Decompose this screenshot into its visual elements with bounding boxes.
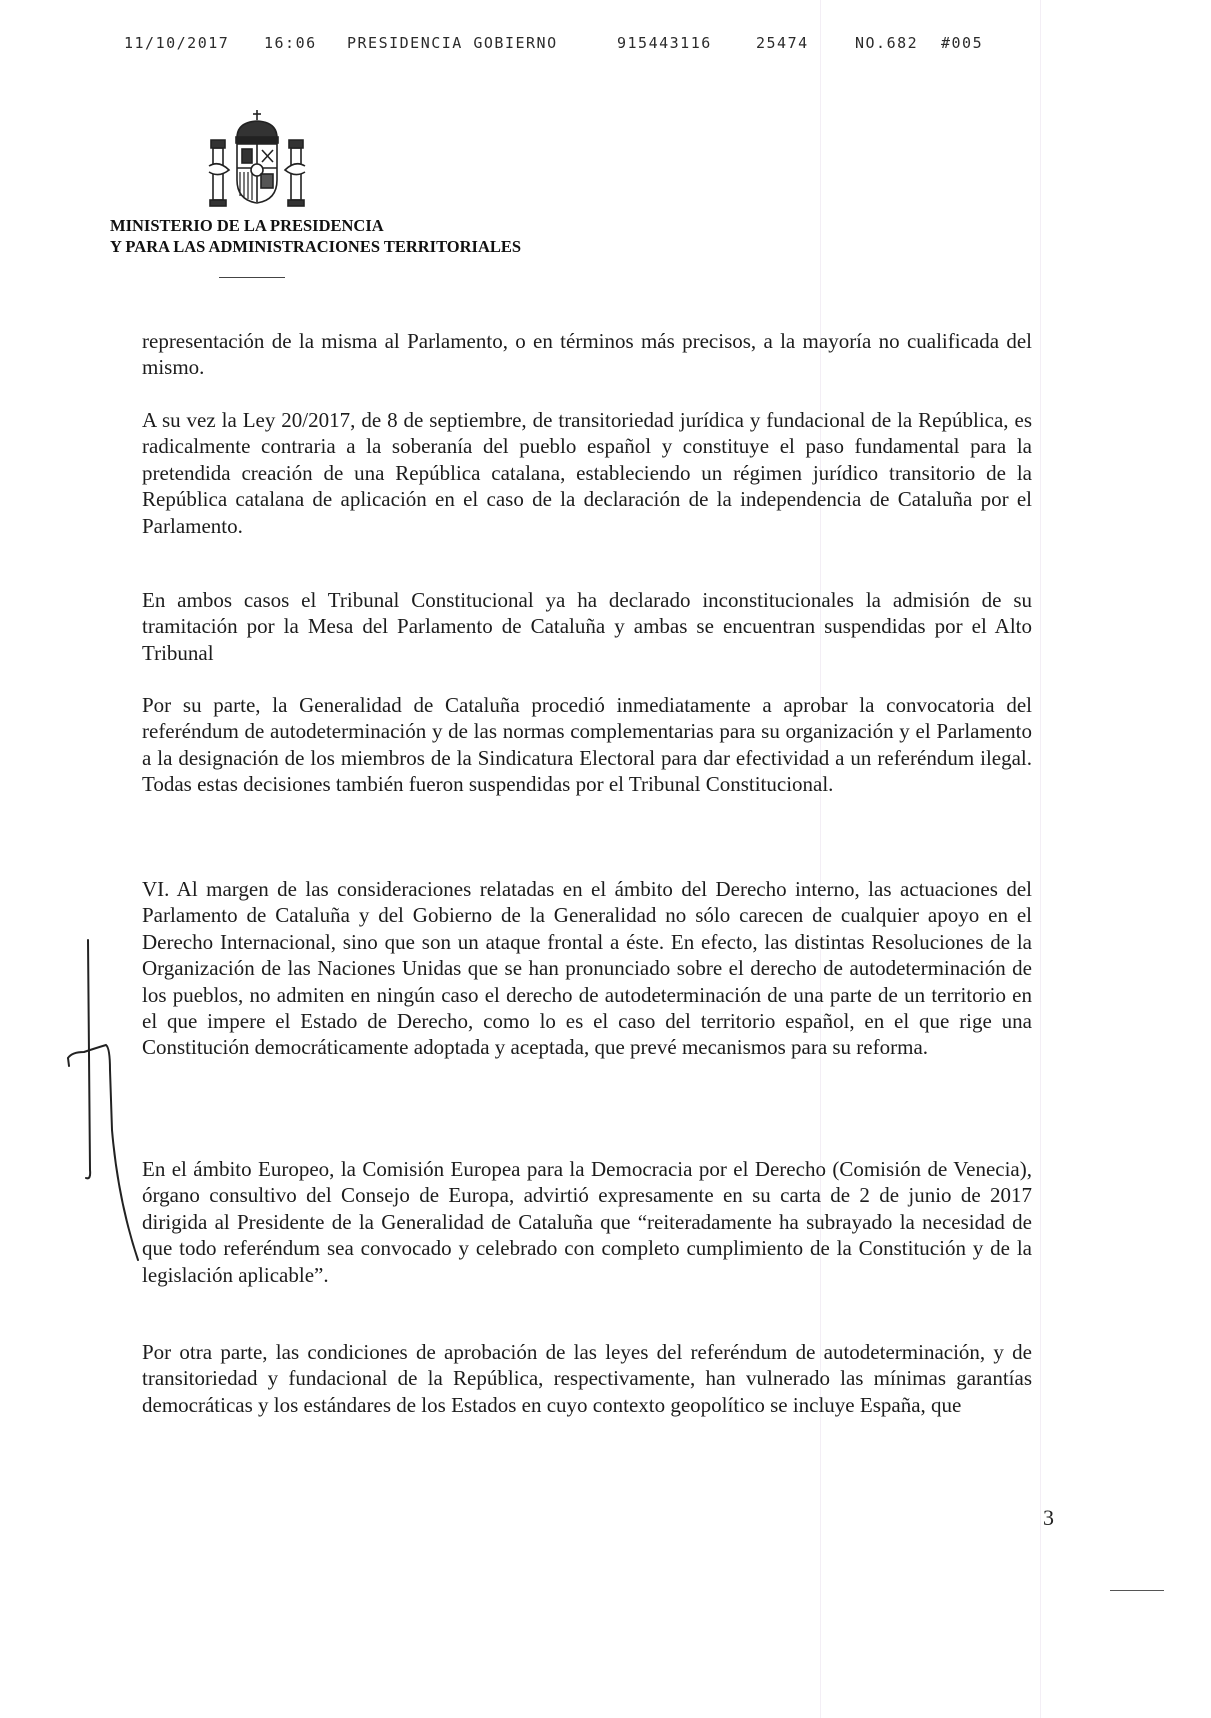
letterhead-divider [219, 277, 285, 278]
paragraph-generalidad: Por su parte, la Generalidad de Cataluña procedió inmediatamente a aprobar la convocatoria del referéndum de autodeterminación y de las normas complementarias para su organización y el Parlamento a la designación de los miembros de la Sindicatura Electoral para dar efectividad a un referéndum ilegal. Todas estas decisiones también fueron suspendidas por el Tribunal Constitucional. [142, 693, 1032, 797]
paragraph [142, 1156, 1032, 1288]
paragraph [142, 407, 1032, 539]
fax-page: #005 [941, 34, 984, 52]
handwritten-bracket-mark-icon [60, 930, 170, 1270]
paragraph-condiciones-aprobacion: Por otra parte, las condiciones de aprobación de las leyes del referéndum de autodeterminación, y de transitoriedad y fundacional de la República, respectivamente, han vulnerado las mínimas garantías democráticas y los estándares de los Estados en cuyo contexto geopolítico se incluye España, que [142, 1340, 1032, 1417]
paragraph [142, 1339, 1032, 1418]
fax-date: 11/10/2017 [124, 34, 230, 52]
paragraph-section-vi: VI. Al margen de las consideraciones relatadas en el ámbito del Derecho interno, las actuaciones del Parlamento de Cataluña y del Gobierno de la Generalidad no sólo carecen de cualquier apoyo en el Derecho Internacional, sino que son un ataque frontal a éste. En efecto, las distintas Resoluciones de la Organización de las Naciones Unidas que se han pronunciado sobre el derecho de autodeterminación de los pueblos, no admiten en ningún caso el derecho de autodeterminación de una parte de un territorio en el que impere el Estado de Derecho, como lo es el caso del territorio español, en el que rige una Constitución democráticamente adoptada y aceptada, que prevé mecanismos para su reforma. [142, 877, 1032, 1060]
paragraph [142, 876, 1032, 1061]
paragraph-ley-20-2017: A su vez la Ley 20/2017, de 8 de septiembre, de transitoriedad jurídica y fundacional de la República, es radicalmente contraria a la soberanía del pueblo español y constituye el paso fundamental para la pretendida creación de una República catalana, estableciendo un régimen jurídico transitorio de la República catalana de aplicación en el caso de la declaración de la independencia de Cataluña por el Parlamento. [142, 408, 1032, 538]
paragraph [142, 692, 1032, 798]
page-number: 3 [1043, 1505, 1054, 1530]
spanish-coat-of-arms-icon [207, 108, 307, 210]
scan-artifact-line [820, 0, 821, 1718]
ministry-line-1: MINISTERIO DE LA PRESIDENCIA [110, 216, 384, 235]
fax-time: 16:06 [264, 34, 317, 52]
fax-phone: 915443116 [617, 34, 712, 52]
ministry-line-2: Y PARA LAS ADMINISTRACIONES TERRITORIALES [110, 237, 522, 256]
paragraph-comision-venecia: En el ámbito Europeo, la Comisión Europea para la Democracia por el Derecho (Comisión de Venecia), órgano consultivo del Consejo de Europa, advirtió expresamente en su carta de 2 de junio de 2017 dirigida al Presidente de la Generalidad de Cataluña que “reiteradamente ha subrayado la necesidad de que todo referéndum sea convocado y celebrado con completo cumplimiento de la Constitución y de la legislación aplicable”. [142, 1157, 1032, 1287]
ministry-name [110, 215, 521, 257]
fax-number: NO.682 [855, 34, 919, 52]
fax-transmission-header [0, 34, 1211, 58]
scan-artifact-line [1040, 0, 1041, 1718]
footer-divider [1110, 1590, 1164, 1591]
fax-sender: PRESIDENCIA GOBIERNO [347, 34, 558, 52]
paragraph [142, 328, 1032, 381]
fax-code: 25474 [756, 34, 809, 52]
paragraph [142, 587, 1032, 666]
paragraph-continuation: representación de la misma al Parlamento, o en términos más precisos, a la mayoría no cualificada del mismo. [142, 329, 1032, 380]
paragraph-tribunal-constitucional: En ambos casos el Tribunal Constitucional ya ha declarado inconstitucionales la admisión de su tramitación por la Mesa del Parlamento de Cataluña y ambas se encuentran suspendidas por el Alto Tribunal [142, 588, 1032, 665]
